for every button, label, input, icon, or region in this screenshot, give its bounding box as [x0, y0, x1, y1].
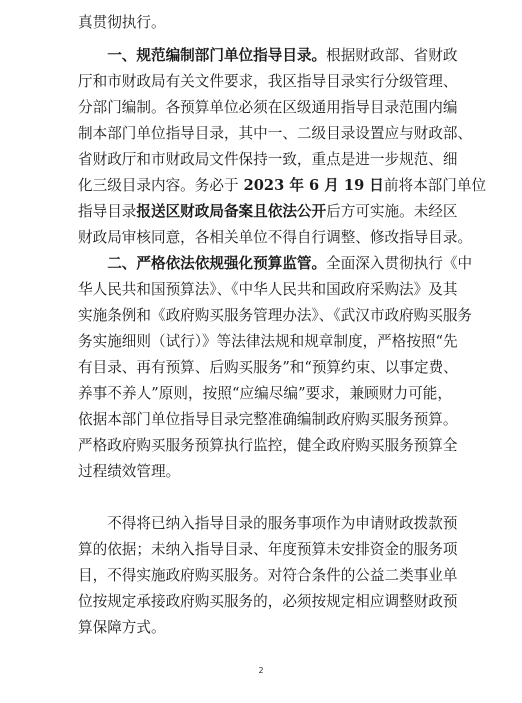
text-line: [78, 436, 458, 456]
text-segment: 全面深入贯彻执行《中: [326, 255, 473, 272]
bold-text-segment: 二、严格依法依规强化预算监管。: [78, 255, 327, 272]
text-segment: 化三级目录内容。务必于: [78, 177, 239, 194]
text-line: [78, 280, 458, 300]
page-number: 2: [258, 666, 264, 675]
bold-text-segment: 一、规范编制部门单位指导目录。: [78, 47, 327, 64]
text-segment: 财政局审核同意，各相关单位不得自行调整、修改指导目录。: [78, 229, 473, 246]
text-segment: 依据本部门单位指导目录完整准确编制政府购买服务预算。: [78, 411, 458, 428]
text-line: [78, 202, 458, 222]
text-segment: 严格政府购买服务预算执行监控，健全政府购买服务预算全: [78, 437, 458, 454]
text-segment: 目，不得实施政府购买服务。对符合条件的公益二类事业单: [78, 567, 458, 584]
text-segment: 前将本部门单位: [383, 177, 487, 194]
text-line: [78, 176, 487, 196]
text-segment: 实施条例和《政府购买服务管理办法》、《武汉市政府购买服务: [78, 307, 473, 324]
text-segment: 制本部门单位指导目录，其中一、二级目录设置应与财政部、: [78, 125, 473, 142]
text-segment: 算保障方式。: [78, 619, 166, 636]
text-line: [78, 462, 452, 482]
text-line: [78, 384, 452, 404]
text-segment: 省财政厅和市财政局文件保持一致，重点是进一步规范、细: [78, 151, 458, 168]
text-segment: 务实施细则（试行）》等法律法规和规章制度，严格按照“先: [78, 333, 458, 350]
text-line: [78, 358, 458, 378]
text-segment: 过程绩效管理。: [78, 463, 181, 480]
text-segment: 不得将已纳入指导目录的服务事项作为申请财政拨款预: [78, 515, 458, 532]
text-line: [78, 254, 473, 274]
text-segment: 位按规定承接政府购买服务的，必须按规定相应调整财政预: [78, 593, 458, 610]
text-segment: 厅和市财政局有关文件要求，我区指导目录实行分级管理、: [78, 73, 458, 90]
text-line: [78, 618, 452, 638]
text-segment: 分部门编制。各预算单位必须在区级通用指导目录范围内编: [78, 99, 458, 116]
text-line: [78, 566, 458, 586]
text-line: [78, 514, 458, 534]
text-segment: 华人民共和国预算法》、《中华人民共和国政府采购法》及其: [78, 281, 458, 298]
text-line: [78, 410, 458, 430]
text-segment: 真贯彻执行。: [78, 14, 166, 31]
text-line: [78, 150, 458, 170]
bold-text-segment: 报送区财政局备案且依法公开: [136, 203, 327, 220]
text-line: [78, 228, 473, 248]
text-line: [78, 592, 458, 612]
text-segment: 后方可实施。未经区: [326, 203, 458, 220]
text-segment: 有目录、再有预算、后购买服务”和“预算约束、以事定费、: [78, 359, 458, 376]
bold-text-segment: 2023 年 6 月 19 日: [238, 177, 384, 194]
text-line: [78, 13, 452, 33]
text-line: [78, 72, 458, 92]
text-segment: 算的依据；未纳入指导目录、年度预算未安排资金的服务项: [78, 541, 458, 558]
text-segment: 养事不养人”原则，按照“应编尽编”要求，兼顾财力可能，: [78, 385, 452, 402]
text-line: [78, 124, 473, 144]
text-segment: 根据财政部、省财政: [326, 47, 458, 64]
text-line: [78, 98, 458, 118]
text-line: [78, 332, 458, 352]
text-segment: 指导目录: [78, 203, 137, 220]
text-line: [78, 46, 458, 66]
text-line: [78, 306, 473, 326]
text-line: [78, 540, 458, 560]
